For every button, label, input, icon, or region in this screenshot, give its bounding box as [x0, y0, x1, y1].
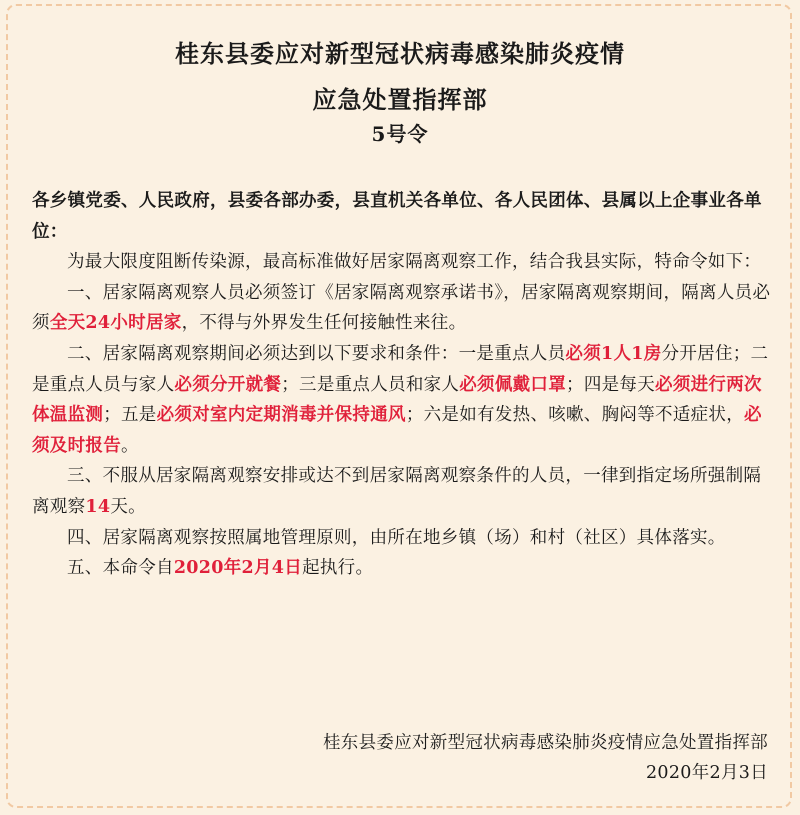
item-2-text: ；三是重点人员和家人 [281, 374, 460, 395]
greeting: 各乡镇党委、人民政府，县委各部办委，县直机关各单位、各人民团体、县属以上企事业各单位： [32, 191, 762, 242]
signature-org: 桂东县委应对新型冠状病毒感染肺炎疫情应急处置指挥部 [323, 733, 768, 753]
item-2-highlight: 必须分开就餐 [174, 374, 282, 395]
intro-paragraph: 为最大限度阻断传染源，最高标准做好居家隔离观察工作，结合我县实际，特命令如下： [67, 252, 762, 273]
item-5-text: 五、本命令自 [67, 558, 174, 579]
item-3-highlight: 14 [85, 496, 111, 517]
item-2-highlight: 必须进行两次体温监测 [32, 374, 762, 426]
document-body [32, 186, 772, 584]
item-2-text: ；五是 [103, 405, 157, 426]
title-line-2: 应急处置指挥部 [312, 85, 488, 114]
order-number: 5号令 [371, 122, 429, 146]
item-2-text: 二、居家隔离观察期间必须达到以下要求和条件：一是重点人员 [67, 343, 566, 364]
signature-block [323, 728, 768, 788]
item-2-text: ；四是每天 [566, 374, 656, 395]
item-3-text-end: 天。 [110, 496, 146, 517]
item-1 [32, 278, 772, 339]
item-2-text: ；六是如有发热、咳嗽、胸闷等不适症状， [405, 405, 745, 426]
signature-date: 2020年2月3日 [645, 763, 768, 783]
item-5-highlight: 2020年2月4日 [173, 558, 303, 579]
item-2 [32, 339, 772, 461]
item-2-text: 。 [121, 435, 139, 456]
item-2-highlight: 必须对室内定期消毒并保持通风 [156, 405, 406, 426]
item-2-highlight: 必须佩戴口罩 [459, 374, 567, 395]
item-3 [32, 461, 772, 522]
item-5 [32, 553, 772, 584]
item-5-text-end: 起执行。 [302, 558, 374, 579]
item-2-highlight: 必须1人1房 [565, 343, 662, 364]
item-4: 四、居家隔离观察按照属地管理原则，由所在地乡镇（场）和村（社区）具体落实。 [67, 527, 726, 548]
item-2-highlight: 必须及时报告 [32, 405, 762, 456]
item-3-text: 三、不服从居家隔离观察安排或达不到居家隔离观察条件的人员，一律到指定场所强制隔离观察 [32, 466, 762, 517]
item-1-highlight: 全天24小时居家 [49, 313, 182, 334]
title-line-1: 桂东县委应对新型冠状病毒感染肺炎疫情 [175, 39, 625, 68]
item-1-text-end: ，不得与外界发生任何接触性来往。 [181, 313, 467, 334]
item-2-text: 分开居住；二是重点人员与家人 [32, 343, 769, 395]
item-1-text: 一、居家隔离观察人员必须签订《居家隔离观察承诺书》，居家隔离观察期间，隔离人员必须 [32, 282, 771, 334]
